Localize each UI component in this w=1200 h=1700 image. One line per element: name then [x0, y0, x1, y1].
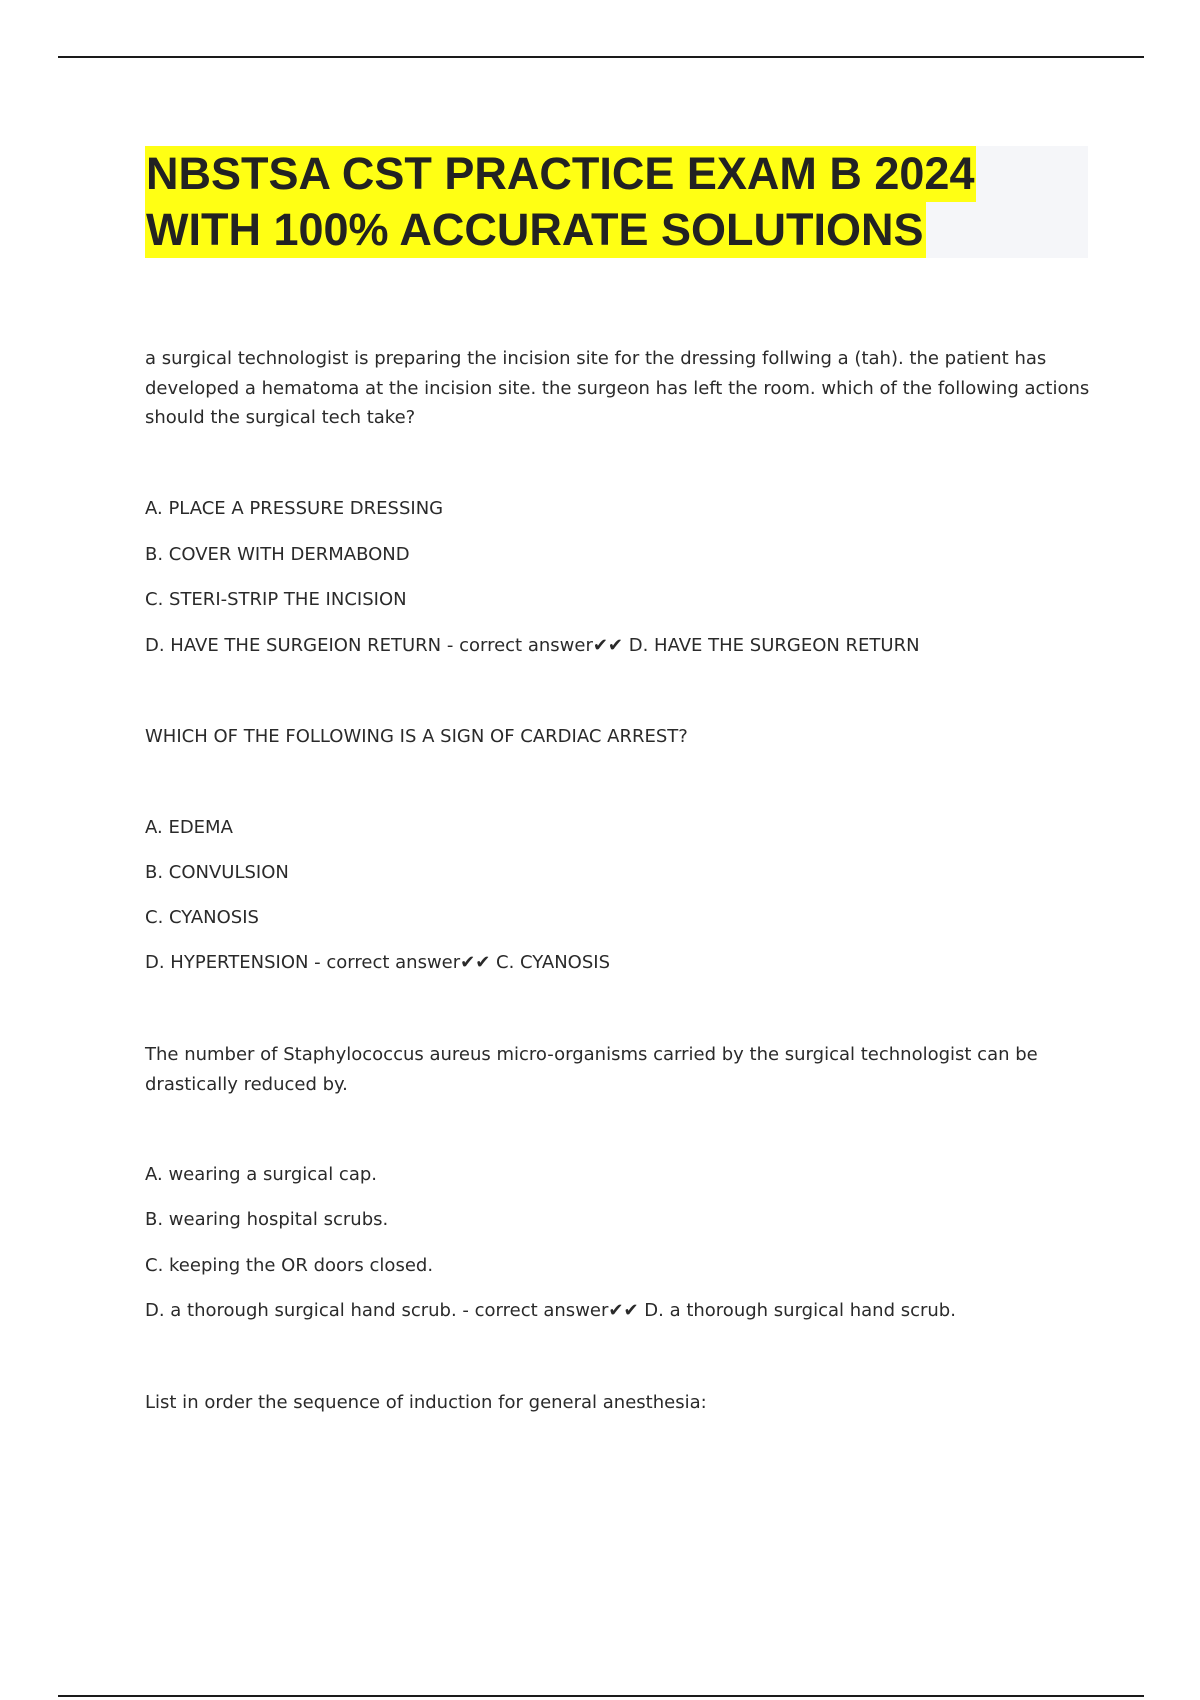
title-block — [145, 146, 1088, 258]
question-2-option-c: C. CYANOSIS — [145, 907, 259, 928]
top-rule — [58, 56, 1144, 58]
question-4-prompt: List in order the sequence of induction for general anesthesia: — [145, 1392, 707, 1413]
question-3-option-c: C. keeping the OR doors closed. — [145, 1255, 434, 1276]
question-prompt-line: The number of Staphylococcus aureus micro-organisms carried by the surgical technologist can be — [145, 1044, 1038, 1065]
question-3-option-a: A. wearing a surgical cap. — [145, 1164, 377, 1185]
question-3-option-d-answer: D. a thorough surgical hand scrub. - correct answer✔✔ D. a thorough surgical hand scrub. — [145, 1300, 956, 1321]
question-prompt-line: should the surgical tech take? — [145, 407, 416, 428]
question-prompt-line: a surgical technologist is preparing the incision site for the dressing follwing a (tah). the patient has — [145, 348, 1047, 369]
question-2-option-d-answer: D. HYPERTENSION - correct answer✔✔ C. CYANOSIS — [145, 952, 611, 973]
question-1-prompt — [145, 344, 1095, 433]
document-title-line-1: NBSTSA CST PRACTICE EXAM B 2024 — [145, 146, 976, 202]
bottom-rule — [58, 1695, 1144, 1697]
question-2-option-b: B. CONVULSION — [145, 862, 289, 883]
document-title-line-2: WITH 100% ACCURATE SOLUTIONS — [145, 202, 926, 258]
question-3-option-b: B. wearing hospital scrubs. — [145, 1209, 389, 1230]
question-prompt-line: developed a hematoma at the incision site. the surgeon has left the room. which of the following actions — [145, 377, 1090, 399]
question-2-option-a: A. EDEMA — [145, 817, 233, 838]
question-1-option-d-answer: D. HAVE THE SURGEION RETURN - correct answer✔✔ D. HAVE THE SURGEON RETURN — [145, 635, 920, 656]
question-3-prompt — [145, 1040, 1095, 1099]
question-1-option-c: C. STERI-STRIP THE INCISION — [145, 589, 407, 610]
question-prompt-line: drastically reduced by. — [145, 1073, 348, 1095]
question-2-prompt: WHICH OF THE FOLLOWING IS A SIGN OF CARDIAC ARREST? — [145, 726, 688, 747]
question-1-option-a: A. PLACE A PRESSURE DRESSING — [145, 498, 444, 519]
question-1-option-b: B. COVER WITH DERMABOND — [145, 544, 410, 565]
